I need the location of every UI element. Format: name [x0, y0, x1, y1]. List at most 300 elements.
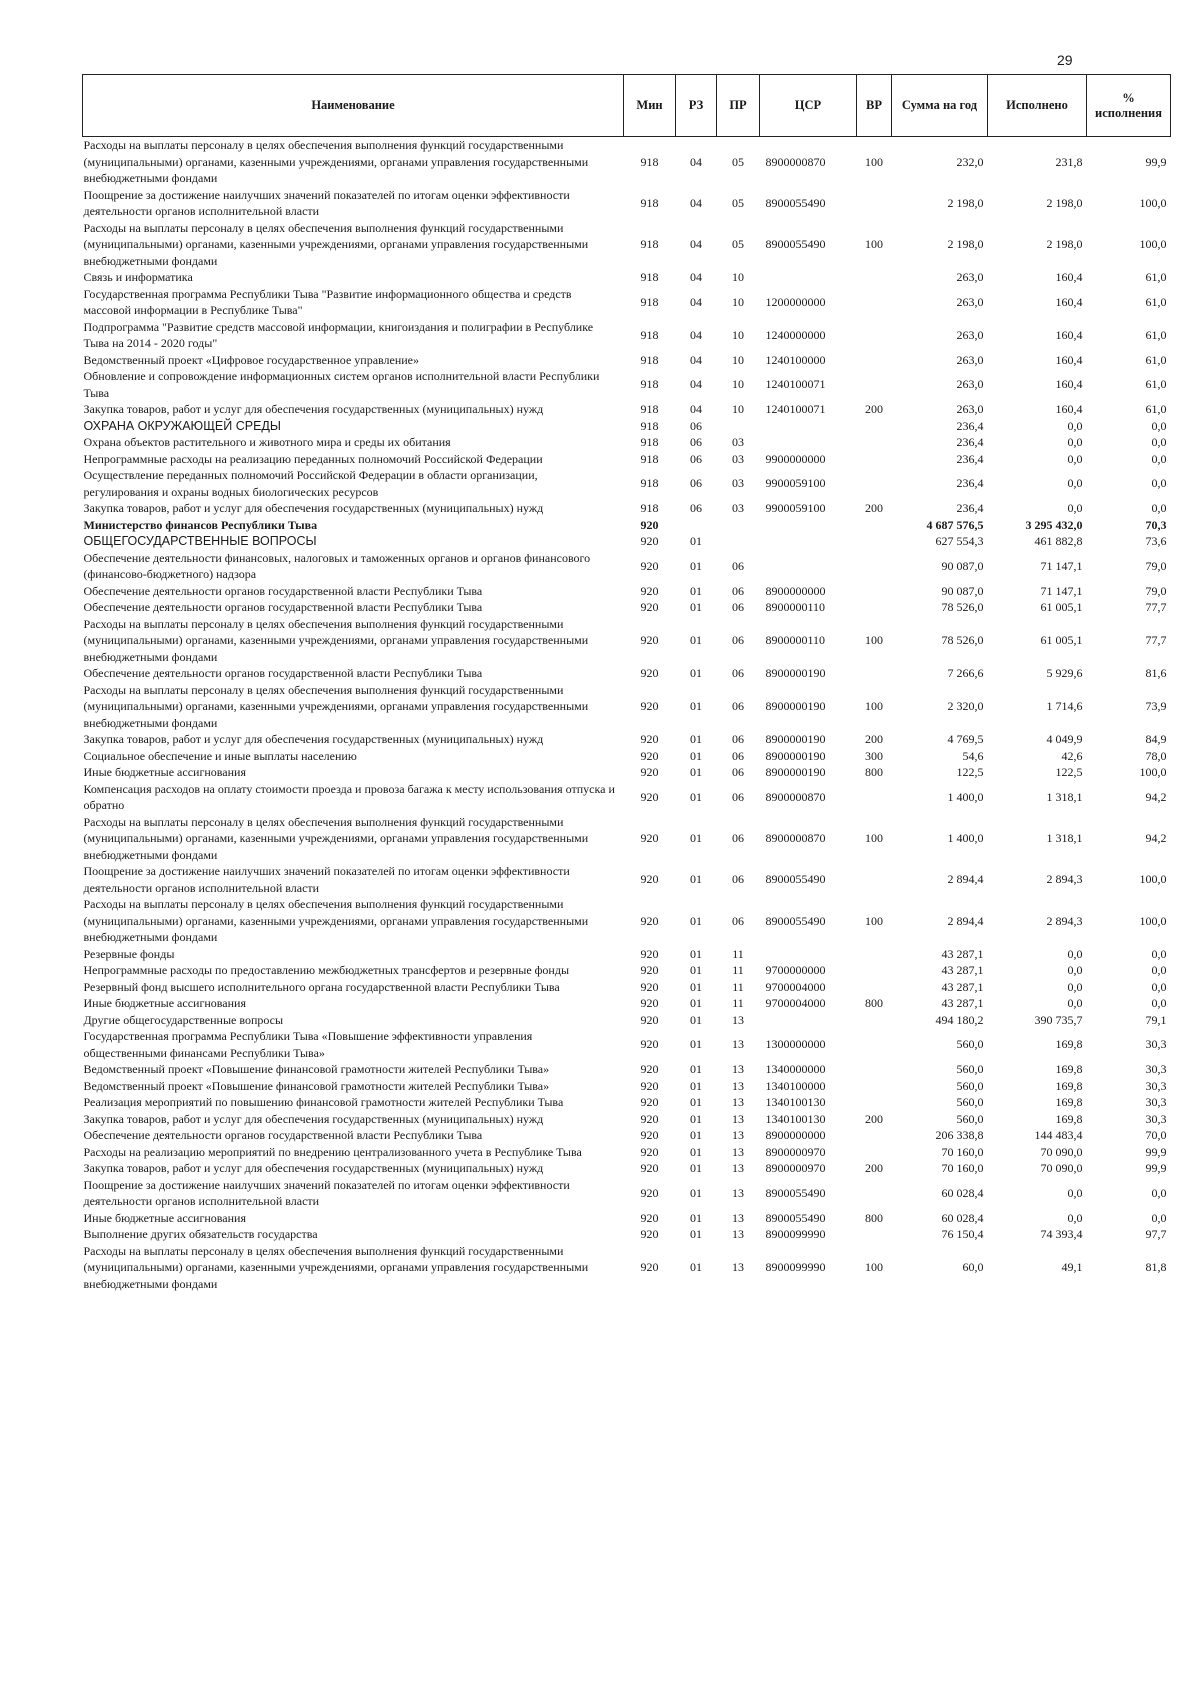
- row-target-item: 8900000190: [765, 732, 826, 746]
- row-ministry: 920: [640, 1128, 659, 1142]
- row-percent: 61,0: [1145, 377, 1167, 392]
- row-percent: 79,0: [1145, 583, 1167, 598]
- table-row: [83, 1012, 1171, 1029]
- row-target-item: 8900000190: [765, 699, 826, 713]
- row-ministry: 920: [640, 583, 659, 598]
- row-executed: 5 929,6: [1046, 666, 1083, 680]
- row-target-item: 8900000000: [765, 1128, 826, 1142]
- row-name: Государственная программа Республики Тыва "Развитие информационного общества и средств массовой информации в Республике Тыва": [83, 286, 572, 317]
- row-subsection: [717, 533, 760, 550]
- row-annual-sum: 560,0: [956, 1078, 984, 1093]
- row-executed: 2 198,0: [1046, 237, 1083, 251]
- row-annual-sum: 4 769,5: [947, 732, 984, 746]
- row-target-item: 9900059100: [765, 501, 826, 515]
- row-target-item: 1340100130: [765, 1095, 826, 1109]
- row-section: 06: [690, 435, 702, 449]
- row-annual-sum: 263,0: [956, 377, 984, 392]
- row-ministry: 920: [640, 765, 659, 779]
- row-percent: 0,0: [1151, 979, 1167, 994]
- row-executed: 160,4: [1055, 402, 1083, 416]
- row-ministry: 918: [640, 435, 659, 449]
- row-section: 06: [690, 451, 702, 466]
- row-name: Расходы на выплаты персоналу в целях обеспечения выполнения функций государственными (муниципальными) органами, казенными учреждениями, органами управления государственными внебюджетными фондами: [83, 616, 589, 664]
- row-target-item: 9700004000: [765, 996, 826, 1010]
- row-percent: 99,9: [1145, 154, 1167, 169]
- row-section: 01: [690, 789, 702, 804]
- row-percent: 61,0: [1145, 270, 1167, 284]
- row-executed: 0,0: [1067, 1210, 1083, 1225]
- row-percent: 77,7: [1145, 600, 1167, 614]
- row-percent: 97,7: [1145, 1227, 1167, 1241]
- row-expense-type: 200: [865, 1161, 883, 1175]
- row-target-item: 1200000000: [765, 294, 826, 309]
- table-row: [83, 187, 1171, 220]
- row-name: Иные бюджетные ассигнования: [83, 765, 246, 779]
- row-name: Связь и информатика: [83, 270, 193, 284]
- table-row: [83, 616, 1171, 666]
- row-expense-type: 800: [865, 1210, 883, 1225]
- table-row: [83, 1028, 1171, 1061]
- row-ministry: 920: [640, 534, 659, 548]
- row-expense-type: 200: [865, 501, 883, 515]
- row-name: Иные бюджетные ассигнования: [83, 996, 246, 1010]
- row-target-item: 8900055490: [765, 913, 826, 928]
- row-expense-type: [857, 1012, 892, 1029]
- row-section: 04: [690, 195, 702, 210]
- table-row: [83, 401, 1171, 418]
- row-annual-sum: 206 338,8: [935, 1128, 984, 1142]
- row-subsection: 06: [732, 699, 744, 713]
- row-annual-sum: 2 320,0: [947, 699, 984, 713]
- row-executed: 49,1: [1061, 1260, 1083, 1274]
- row-executed: 61 005,1: [1040, 600, 1083, 614]
- row-target-item: 9700000000: [765, 963, 826, 977]
- row-percent: 30,3: [1145, 1037, 1167, 1052]
- row-annual-sum: 76 150,4: [941, 1227, 984, 1241]
- row-percent: 30,3: [1145, 1095, 1167, 1109]
- row-expense-type: [857, 187, 892, 220]
- row-executed: 70 090,0: [1040, 1144, 1083, 1159]
- row-ministry: 920: [640, 979, 659, 994]
- row-ministry: 918: [640, 294, 659, 309]
- row-expense-type: [857, 1127, 892, 1144]
- row-ministry: 920: [640, 1185, 659, 1200]
- row-target-item: 8900000110: [765, 633, 826, 647]
- row-ministry: 920: [640, 913, 659, 928]
- row-percent: 79,1: [1145, 1012, 1167, 1027]
- row-annual-sum: 263,0: [956, 327, 984, 342]
- row-name: Закупка товаров, работ и услуг для обеспечения государственных (муниципальных) нужд: [83, 1161, 544, 1175]
- row-target-item: [760, 1012, 857, 1029]
- table-row: [83, 946, 1171, 963]
- table-row: [83, 1144, 1171, 1161]
- row-name: Расходы на выплаты персоналу в целях обеспечения выполнения функций государственными (муниципальными) органами, казенными учреждениями, органами управления государственными внебюджетными фондами: [83, 138, 589, 185]
- row-target-item: 8900000110: [765, 600, 826, 614]
- row-ministry: 918: [640, 154, 659, 169]
- row-section: 01: [690, 748, 702, 763]
- row-subsection: 06: [732, 600, 744, 614]
- row-annual-sum: 70 160,0: [941, 1161, 984, 1175]
- row-executed: 160,4: [1055, 294, 1083, 309]
- column-header-annual-sum: Сумма на год: [892, 75, 988, 137]
- row-name: Ведомственный проект «Повышение финансовой грамотности жителей Республики Тыва»: [83, 1062, 550, 1076]
- row-name: Социальное обеспечение и иные выплаты населению: [83, 748, 357, 763]
- row-ministry: 920: [640, 946, 659, 961]
- row-subsection: 13: [732, 1078, 744, 1093]
- row-percent: 61,0: [1145, 402, 1167, 416]
- row-executed: 1 318,1: [1046, 789, 1083, 804]
- row-annual-sum: 43 287,1: [941, 996, 984, 1010]
- row-expense-type: 100: [865, 699, 883, 713]
- row-name: Расходы на выплаты персоналу в целях обеспечения выполнения функций государственными (муниципальными) органами, казенными учреждениями, органами управления государственными внебюджетными фондами: [83, 682, 589, 730]
- row-section: 06: [690, 418, 702, 433]
- row-ministry: 918: [640, 237, 659, 251]
- row-ministry: 920: [640, 600, 659, 614]
- row-percent: 61,0: [1145, 327, 1167, 342]
- row-executed: 70 090,0: [1040, 1161, 1083, 1175]
- row-section: 01: [690, 1095, 702, 1109]
- row-target-item: [760, 517, 857, 534]
- row-section: 01: [690, 732, 702, 746]
- row-section: 01: [690, 872, 702, 887]
- table-row: [83, 269, 1171, 286]
- row-percent: 73,9: [1145, 699, 1167, 713]
- row-annual-sum: 263,0: [956, 402, 984, 416]
- row-percent: 100,0: [1139, 195, 1167, 210]
- row-expense-type: [857, 1061, 892, 1078]
- row-percent: 81,8: [1145, 1260, 1167, 1274]
- table-body: [83, 137, 1171, 1293]
- row-subsection: 10: [732, 402, 744, 416]
- row-expense-type: [857, 418, 892, 435]
- row-expense-type: [857, 1144, 892, 1161]
- table-row: [83, 500, 1171, 517]
- row-expense-type: [857, 946, 892, 963]
- row-subsection: 13: [732, 1095, 744, 1109]
- table-row: [83, 1111, 1171, 1128]
- row-expense-type: [857, 979, 892, 996]
- row-section: 04: [690, 377, 702, 392]
- row-name: Подпрограмма "Развитие средств массовой информации, книгоиздания и полиграфии в Республике Тыва на 2014 - 2020 годы": [83, 319, 594, 350]
- row-executed: 42,6: [1061, 748, 1083, 763]
- row-subsection: 13: [732, 1161, 744, 1175]
- row-annual-sum: 43 287,1: [941, 963, 984, 977]
- row-executed: 144 483,4: [1034, 1128, 1083, 1142]
- row-percent: 0,0: [1151, 1210, 1167, 1225]
- row-name: Закупка товаров, работ и услуг для обеспечения государственных (муниципальных) нужд: [83, 1111, 544, 1126]
- row-target-item: 8900099990: [765, 1227, 826, 1241]
- row-section: 04: [690, 402, 702, 416]
- table-row: [83, 1061, 1171, 1078]
- row-ministry: 920: [640, 831, 659, 845]
- row-annual-sum: 263,0: [956, 270, 984, 284]
- column-header-expense-type: ВР: [857, 75, 892, 137]
- row-target-item: 8900055490: [765, 1210, 826, 1225]
- row-executed: 169,8: [1055, 1037, 1083, 1052]
- row-annual-sum: 54,6: [962, 748, 984, 763]
- table-row: [83, 599, 1171, 616]
- table-row: [83, 1078, 1171, 1095]
- row-percent: 94,2: [1145, 789, 1167, 804]
- row-expense-type: [857, 962, 892, 979]
- row-target-item: 8900055490: [765, 195, 826, 210]
- row-executed: 0,0: [1067, 1185, 1083, 1200]
- row-expense-type: 200: [865, 732, 883, 746]
- row-section: 01: [690, 1012, 702, 1027]
- row-ministry: 920: [640, 1210, 659, 1225]
- row-name: Поощрение за достижение наилучших значений показателей по итогам оценки эффективности деятельности органов исполнительной власти: [83, 187, 570, 218]
- row-name: Непрограммные расходы по предоставлению межбюджетных трансфертов и резервные фонды: [83, 963, 570, 977]
- table-row: [83, 1160, 1171, 1177]
- column-header-ministry: Мин: [624, 75, 676, 137]
- row-annual-sum: 43 287,1: [941, 979, 984, 994]
- row-section: 01: [690, 831, 702, 845]
- row-executed: 169,8: [1055, 1111, 1083, 1126]
- row-subsection: 11: [732, 979, 744, 994]
- row-name: Ведомственный проект «Цифровое государственное управление»: [83, 352, 420, 367]
- row-name: Реализация мероприятий по повышению финансовой грамотности жителей Республики Тыва: [83, 1095, 564, 1109]
- row-expense-type: [857, 863, 892, 896]
- row-percent: 100,0: [1139, 237, 1167, 251]
- row-percent: 77,7: [1145, 633, 1167, 647]
- row-ministry: 920: [640, 666, 659, 680]
- column-header-section: РЗ: [676, 75, 717, 137]
- row-ministry: 918: [640, 195, 659, 210]
- table-row: [83, 896, 1171, 946]
- row-target-item: 9700004000: [765, 979, 826, 994]
- row-section: 01: [690, 1161, 702, 1175]
- row-expense-type: 100: [865, 831, 883, 845]
- row-expense-type: 100: [865, 633, 883, 647]
- row-percent: 30,3: [1145, 1062, 1167, 1076]
- row-target-item: 8900000970: [765, 1144, 826, 1159]
- row-ministry: 920: [640, 748, 659, 763]
- row-annual-sum: 627 554,3: [935, 534, 984, 548]
- row-section: 01: [690, 1260, 702, 1274]
- row-ministry: 920: [640, 872, 659, 887]
- row-section: 01: [690, 699, 702, 713]
- row-name: Охрана объектов растительного и животного мира и среды их обитания: [83, 435, 451, 449]
- table-row: [83, 533, 1171, 550]
- table-row: [83, 352, 1171, 369]
- row-ministry: 918: [640, 476, 659, 491]
- row-name: Расходы на выплаты персоналу в целях обеспечения выполнения функций государственными (муниципальными) органами, казенными учреждениями, органами управления государственными внебюджетными фондами: [83, 814, 589, 862]
- row-target-item: [760, 434, 857, 451]
- row-subsection: 13: [732, 1062, 744, 1076]
- row-subsection: 05: [732, 195, 744, 210]
- row-subsection: 03: [732, 501, 744, 515]
- row-executed: 0,0: [1067, 435, 1083, 449]
- row-ministry: 920: [640, 1161, 659, 1175]
- table-row: [83, 583, 1171, 600]
- row-section: 01: [690, 963, 702, 977]
- row-subsection: 05: [732, 154, 744, 169]
- row-section: 01: [690, 979, 702, 994]
- row-percent: 0,0: [1151, 476, 1167, 491]
- row-section: 06: [690, 476, 702, 491]
- row-annual-sum: 560,0: [956, 1095, 984, 1109]
- row-name: Закупка товаров, работ и услуг для обеспечения государственных (муниципальных) нужд: [83, 501, 544, 515]
- row-target-item: 8900000970: [765, 1161, 826, 1175]
- row-ministry: 918: [640, 377, 659, 392]
- row-subsection: [717, 418, 760, 435]
- table-row: [83, 434, 1171, 451]
- row-name: Компенсация расходов на оплату стоимости проезда и провоза багажа к месту использования отпуска и обратно: [83, 781, 615, 812]
- page-number: 29: [1057, 52, 1073, 68]
- table-row: [83, 451, 1171, 468]
- row-name: Государственная программа Республики Тыва «Повышение эффективности управления общественными финансами Республики Тыва»: [83, 1029, 533, 1060]
- row-percent: 70,0: [1145, 1128, 1167, 1142]
- row-percent: 0,0: [1151, 418, 1167, 433]
- row-section: 01: [690, 1111, 702, 1126]
- row-expense-type: [857, 781, 892, 814]
- row-name: Расходы на реализацию мероприятий по внедрению централизованного учета в Республике Тыва: [83, 1144, 582, 1159]
- row-target-item: 8900000870: [765, 789, 826, 804]
- row-target-item: 1340100130: [765, 1111, 826, 1126]
- row-expense-type: 800: [865, 996, 883, 1010]
- row-executed: 1 714,6: [1046, 699, 1083, 713]
- row-target-item: 8900000870: [765, 831, 826, 845]
- row-annual-sum: 236,4: [956, 451, 984, 466]
- row-section: 01: [690, 600, 702, 614]
- row-expense-type: [857, 1177, 892, 1210]
- row-annual-sum: 263,0: [956, 294, 984, 309]
- row-section: 01: [690, 583, 702, 598]
- row-expense-type: [857, 451, 892, 468]
- row-expense-type: [857, 1028, 892, 1061]
- row-executed: 231,8: [1055, 154, 1083, 169]
- row-subsection: 11: [732, 946, 744, 961]
- table-row: [83, 814, 1171, 864]
- row-ministry: 918: [640, 402, 659, 416]
- column-header-target-item: ЦСР: [760, 75, 857, 137]
- row-target-item: 1240100071: [765, 377, 826, 392]
- row-subsection: 06: [732, 583, 744, 598]
- row-executed: 2 894,3: [1046, 872, 1083, 887]
- row-expense-type: [857, 368, 892, 401]
- row-executed: 61 005,1: [1040, 633, 1083, 647]
- row-expense-type: [857, 434, 892, 451]
- row-subsection: 10: [732, 377, 744, 392]
- row-name: Обеспечение деятельности органов государственной власти Республики Тыва: [83, 1128, 483, 1142]
- row-expense-type: [857, 286, 892, 319]
- row-percent: 78,0: [1145, 748, 1167, 763]
- row-executed: 4 049,9: [1046, 732, 1083, 746]
- row-percent: 84,9: [1145, 732, 1167, 746]
- row-percent: 79,0: [1145, 558, 1167, 573]
- row-ministry: 920: [640, 1260, 659, 1274]
- row-ministry: 920: [640, 517, 659, 532]
- row-subsection: 06: [732, 872, 744, 887]
- row-target-item: 1300000000: [765, 1037, 826, 1052]
- row-percent: 0,0: [1151, 946, 1167, 961]
- row-name: Поощрение за достижение наилучших значений показателей по итогам оценки эффективности деятельности органов исполнительной власти: [83, 1177, 570, 1208]
- row-section: 01: [690, 996, 702, 1010]
- table-row: [83, 550, 1171, 583]
- column-header-executed: Исполнено: [988, 75, 1087, 137]
- row-subsection: 13: [732, 1227, 744, 1241]
- row-executed: 71 147,1: [1040, 558, 1083, 573]
- row-expense-type: 100: [865, 237, 883, 251]
- table-row: [83, 995, 1171, 1012]
- row-annual-sum: 60,0: [962, 1260, 984, 1274]
- row-name: Министерство финансов Республики Тыва: [83, 517, 318, 532]
- row-annual-sum: 560,0: [956, 1037, 984, 1052]
- row-subsection: 06: [732, 633, 744, 647]
- row-executed: 1 318,1: [1046, 831, 1083, 845]
- row-executed: 160,4: [1055, 352, 1083, 367]
- row-executed: 390 735,7: [1034, 1012, 1083, 1027]
- row-annual-sum: 90 087,0: [941, 583, 984, 598]
- table-row: [83, 748, 1171, 765]
- row-section: 01: [690, 1185, 702, 1200]
- row-percent: 0,0: [1151, 435, 1167, 449]
- row-name: ОБЩЕГОСУДАРСТВЕННЫЕ ВОПРОСЫ: [83, 534, 317, 548]
- row-ministry: 920: [640, 1012, 659, 1027]
- row-ministry: 920: [640, 1037, 659, 1052]
- table-row: [83, 220, 1171, 270]
- row-name: Выполнение других обязательств государства: [83, 1227, 318, 1241]
- row-name: Обеспечение деятельности органов государственной власти Республики Тыва: [83, 600, 483, 614]
- column-header-name: Наименование: [83, 75, 624, 137]
- row-expense-type: [857, 269, 892, 286]
- row-percent: 99,9: [1145, 1161, 1167, 1175]
- row-annual-sum: 560,0: [956, 1062, 984, 1076]
- row-executed: 3 295 432,0: [1025, 517, 1083, 532]
- row-expense-type: [857, 352, 892, 369]
- row-annual-sum: 560,0: [956, 1111, 984, 1126]
- row-name: Обеспечение деятельности органов государственной власти Республики Тыва: [83, 583, 483, 598]
- row-annual-sum: 70 160,0: [941, 1144, 984, 1159]
- row-target-item: [760, 946, 857, 963]
- row-name: Резервный фонд высшего исполнительного органа государственной власти Республики Тыва: [83, 979, 560, 994]
- row-name: Закупка товаров, работ и услуг для обеспечения государственных (муниципальных) нужд: [83, 402, 544, 416]
- table-row: [83, 1226, 1171, 1243]
- table-row: [83, 731, 1171, 748]
- row-expense-type: [857, 583, 892, 600]
- row-subsection: 06: [732, 765, 744, 779]
- table-header: [83, 75, 1171, 137]
- row-section: 01: [690, 1227, 702, 1241]
- row-target-item: 1340000000: [765, 1062, 826, 1076]
- row-annual-sum: 60 028,4: [941, 1210, 984, 1225]
- row-subsection: 13: [732, 1185, 744, 1200]
- row-subsection: 06: [732, 558, 744, 573]
- row-section: 01: [690, 946, 702, 961]
- row-subsection: 10: [732, 352, 744, 367]
- row-executed: 461 882,8: [1034, 534, 1083, 548]
- row-expense-type: [857, 517, 892, 534]
- row-expense-type: 200: [865, 402, 883, 416]
- row-subsection: 13: [732, 1210, 744, 1225]
- row-executed: 169,8: [1055, 1078, 1083, 1093]
- row-target-item: [760, 418, 857, 435]
- row-section: 04: [690, 352, 702, 367]
- row-section: 01: [690, 1210, 702, 1225]
- row-annual-sum: 122,5: [956, 765, 984, 779]
- row-annual-sum: 1 400,0: [947, 789, 984, 804]
- table-row: [83, 1094, 1171, 1111]
- table-row: [83, 1127, 1171, 1144]
- row-subsection: 06: [732, 732, 744, 746]
- row-target-item: 8900099990: [765, 1260, 826, 1274]
- row-target-item: 8900055490: [765, 872, 826, 887]
- row-section: 04: [690, 294, 702, 309]
- row-name: Обеспечение деятельности финансовых, налоговых и таможенных органов и органов финансового (финансово-бюджетного) надзора: [83, 550, 591, 581]
- row-subsection: 11: [732, 996, 744, 1010]
- row-section: 01: [690, 1128, 702, 1142]
- row-percent: 100,0: [1139, 913, 1167, 928]
